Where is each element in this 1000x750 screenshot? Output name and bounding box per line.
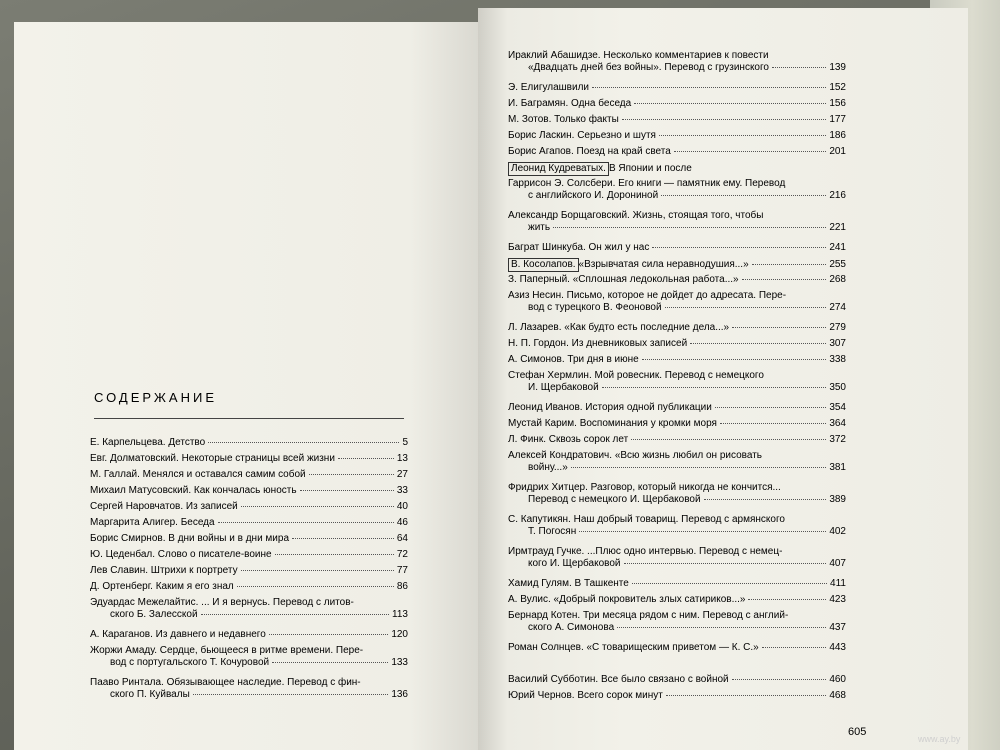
toc-entry-text: Н. П. Гордон. Из дневниковых записей xyxy=(508,338,688,349)
toc-page-number: 40 xyxy=(396,501,408,512)
toc-entry xyxy=(508,514,846,538)
dot-leader xyxy=(661,195,826,196)
toc-entry-text: «Взрывчатая сила неравнодушия...» xyxy=(578,259,749,270)
toc-entry-text: Бернард Котен. Три месяца рядом с ним. Перевод с англий- xyxy=(508,610,789,621)
toc-entry-line xyxy=(90,645,408,657)
toc-entry-line xyxy=(90,677,408,689)
toc-entry-line xyxy=(508,130,846,142)
toc-page-number: 468 xyxy=(829,690,846,701)
toc-entry-text: Борис Ласкин. Серьезно и шутя xyxy=(508,130,656,141)
toc-entry xyxy=(508,162,846,176)
dot-leader xyxy=(632,583,827,584)
page-number: 605 xyxy=(848,726,867,738)
toc-entry-text: А. Симонов. Три дня в июне xyxy=(508,354,639,365)
boxed-author-name: Леонид Кудреватых. xyxy=(508,162,609,176)
toc-entry xyxy=(90,501,408,513)
toc-page-number: 120 xyxy=(391,629,408,640)
toc-entry xyxy=(508,450,846,474)
toc-entry xyxy=(508,610,846,634)
toc-page-number: 437 xyxy=(829,622,846,633)
toc-entry-text: Мустай Карим. Воспоминания у кромки моря xyxy=(508,418,717,429)
toc-entry-line xyxy=(508,222,846,234)
toc-entry-text: М. Зотов. Только факты xyxy=(508,114,619,125)
toc-entry-text: И. Щербаковой xyxy=(528,382,599,393)
toc-page-number: 460 xyxy=(829,674,846,685)
toc-entry-text: Лев Славин. Штрихи к портрету xyxy=(90,565,238,576)
dot-leader xyxy=(665,307,827,308)
toc-entry-text: А. Караганов. Из давнего и недавнего xyxy=(90,629,266,640)
toc-page-number: 216 xyxy=(829,190,846,201)
toc-entry-line xyxy=(508,370,846,382)
toc-entry-text: Пааво Ринтала. Обязывающее наследие. Перевод с фин- xyxy=(90,677,361,688)
toc-entry-line xyxy=(508,578,846,590)
toc-entry-line xyxy=(508,594,846,606)
dot-leader xyxy=(762,647,827,648)
toc-entry-text: Азиз Несин. Письмо, которое не дойдет до адресата. Пере- xyxy=(508,290,787,301)
toc-title: СОДЕРЖАНИЕ xyxy=(94,390,218,405)
dot-leader xyxy=(617,627,826,628)
toc-entry xyxy=(508,50,846,74)
toc-entry xyxy=(508,178,846,202)
toc-entry xyxy=(508,594,846,606)
toc-entry-line xyxy=(90,565,408,577)
toc-page-number: 186 xyxy=(829,130,846,141)
toc-entry xyxy=(90,549,408,561)
toc-entry-line xyxy=(508,354,846,366)
dot-leader xyxy=(241,506,394,507)
dot-leader xyxy=(752,264,827,265)
dot-leader xyxy=(208,442,399,443)
toc-entry-text: ского П. Куйвалы xyxy=(110,689,190,700)
toc-entry-text: войну...» xyxy=(528,462,568,473)
toc-divider xyxy=(94,418,404,419)
toc-entry-line xyxy=(508,482,846,494)
toc-entry-line xyxy=(90,581,408,593)
toc-entry-text: Борис Агапов. Поезд на край света xyxy=(508,146,671,157)
toc-entry-line xyxy=(508,258,846,272)
toc-entry-line xyxy=(508,546,846,558)
toc-entry-line xyxy=(90,485,408,497)
toc-entry-line xyxy=(508,610,846,622)
toc-page-number: 177 xyxy=(829,114,846,125)
toc-page-number: 411 xyxy=(830,578,846,589)
toc-page-number: 77 xyxy=(396,565,408,576)
toc-entry-text: Т. Погосян xyxy=(528,526,577,537)
toc-entry-text: Роман Солнцев. «С товарищеским приветом — К. С.» xyxy=(508,642,759,653)
toc-page-number: 279 xyxy=(829,322,846,333)
toc-entry xyxy=(90,597,408,621)
toc-entry xyxy=(508,210,846,234)
toc-entry-text: Александр Борщаговский. Жизнь, стоящая того, чтобы xyxy=(508,210,764,221)
toc-entry-text: Л. Финк. Сквозь сорок лет xyxy=(508,434,629,445)
toc-page-number: 201 xyxy=(829,146,846,157)
toc-entry-line xyxy=(508,178,846,190)
toc-entry xyxy=(90,533,408,545)
dot-leader xyxy=(674,151,827,152)
dot-leader xyxy=(602,387,827,388)
dot-leader xyxy=(272,662,388,663)
toc-entry-line xyxy=(508,62,846,74)
toc-page-number: 354 xyxy=(829,402,846,413)
toc-entry xyxy=(90,581,408,593)
dot-leader xyxy=(571,467,827,468)
dot-leader xyxy=(622,119,827,120)
toc-entry xyxy=(508,690,846,702)
toc-entry xyxy=(508,546,846,570)
toc-entry-line xyxy=(508,434,846,446)
toc-page-number: 364 xyxy=(829,418,846,429)
toc-entry-line xyxy=(508,82,846,94)
toc-page-number: 46 xyxy=(396,517,408,528)
dot-leader xyxy=(275,554,394,555)
toc-entry-line xyxy=(508,190,846,202)
toc-page-number: 221 xyxy=(829,222,846,233)
dot-leader xyxy=(201,614,389,615)
toc-entry-line xyxy=(508,622,846,634)
toc-page-number: 86 xyxy=(396,581,408,592)
toc-entry xyxy=(508,370,846,394)
toc-entry-text: вод с турецкого В. Феоновой xyxy=(528,302,662,313)
toc-entry-text: Юрий Чернов. Всего сорок минут xyxy=(508,690,663,701)
toc-entry-line xyxy=(508,302,846,314)
toc-page-number: 72 xyxy=(396,549,408,560)
toc-page-number: 338 xyxy=(829,354,846,365)
toc-entry-line xyxy=(508,402,846,414)
toc-entry-text: Борис Смирнов. В дни войны и в дни мира xyxy=(90,533,290,544)
toc-entry-line xyxy=(508,98,846,110)
toc-entry xyxy=(508,578,846,590)
dot-leader xyxy=(642,359,827,360)
toc-page-number: 27 xyxy=(396,469,408,480)
toc-entry-line xyxy=(508,162,846,176)
dot-leader xyxy=(241,570,394,571)
toc-page-number: 241 xyxy=(829,242,846,253)
toc-entry-line xyxy=(508,526,846,538)
toc-entry-text: М. Галлай. Менялся и оставался самим собой xyxy=(90,469,306,480)
toc-entry xyxy=(90,565,408,577)
toc-page-number: 423 xyxy=(829,594,846,605)
toc-entry-line xyxy=(90,549,408,561)
toc-page-number: 113 xyxy=(392,609,408,620)
toc-page-number: 307 xyxy=(829,338,846,349)
watermark: www.ay.by xyxy=(918,734,961,744)
dot-leader xyxy=(659,135,826,136)
toc-page-number: 33 xyxy=(396,485,408,496)
toc-entry xyxy=(508,354,846,366)
toc-page-number: 5 xyxy=(402,437,408,448)
toc-entry-line xyxy=(90,517,408,529)
dot-leader xyxy=(592,87,826,88)
toc-page-number: 152 xyxy=(829,82,846,93)
toc-entry-text: Перевод с немецкого И. Щербаковой xyxy=(528,494,701,505)
toc-entry-text: Э. Елигулашвили xyxy=(508,82,590,93)
dot-leader xyxy=(269,634,389,635)
toc-entry-line xyxy=(508,450,846,462)
toc-entry-line xyxy=(90,657,408,669)
toc-entry-line xyxy=(508,462,846,474)
toc-entry-text: З. Паперный. «Сплошная ледокольная работа...» xyxy=(508,274,739,285)
toc-entry-line xyxy=(508,690,846,702)
toc-entry xyxy=(508,290,846,314)
toc-entry-line xyxy=(508,674,846,686)
toc-entry-text: Леонид Иванов. История одной публикации xyxy=(508,402,712,413)
toc-entry-text: Гаррисон Э. Солсбери. Его книги — памятник ему. Перевод xyxy=(508,178,786,189)
toc-entry-line xyxy=(90,501,408,513)
toc-entry-text: ского А. Симонова xyxy=(528,622,615,633)
dot-leader xyxy=(742,279,827,280)
toc-entry-text: ского Б. Залесской xyxy=(110,609,198,620)
toc-entry-line xyxy=(90,597,408,609)
toc-entry-text: Василий Субботин. Все было связано с войной xyxy=(508,674,729,685)
toc-entry xyxy=(90,677,408,701)
toc-entry xyxy=(508,674,846,686)
toc-page-number: 389 xyxy=(829,494,846,505)
toc-entry-text: Л. Лазарев. «Как будто есть последние дела...» xyxy=(508,322,730,333)
toc-entry xyxy=(508,130,846,142)
toc-page-number: 136 xyxy=(391,689,408,700)
toc-entry-text: Сергей Наровчатов. Из записей xyxy=(90,501,238,512)
dot-leader xyxy=(300,490,394,491)
toc-entry-line xyxy=(508,322,846,334)
dot-leader xyxy=(309,474,394,475)
toc-entry-text: Ю. Цеденбал. Слово о писателе-воине xyxy=(90,549,272,560)
dot-leader xyxy=(579,531,826,532)
toc-page-number: 255 xyxy=(829,259,846,270)
toc-entry-line xyxy=(508,558,846,570)
toc-entry-line xyxy=(90,437,408,449)
toc-entry-text: Стефан Хермлин. Мой ровесник. Перевод с немецкого xyxy=(508,370,764,381)
toc-entry-line xyxy=(508,514,846,526)
toc-page-number: 156 xyxy=(829,98,846,109)
toc-page-number: 381 xyxy=(829,462,846,473)
toc-entry-text: Евг. Долматовский. Некоторые страницы всей жизни xyxy=(90,453,335,464)
toc-entry xyxy=(508,434,846,446)
toc-entry-line xyxy=(90,533,408,545)
toc-entry xyxy=(508,114,846,126)
toc-page-number: 13 xyxy=(396,453,408,464)
toc-entry-text: Ираклий Абашидзе. Несколько комментариев к повести xyxy=(508,50,769,61)
toc-entry xyxy=(90,453,408,465)
toc-entry xyxy=(508,258,846,272)
toc-entry xyxy=(90,469,408,481)
dot-leader xyxy=(732,327,826,328)
toc-page-number: 139 xyxy=(829,62,846,73)
dot-leader xyxy=(237,586,394,587)
toc-entry-line xyxy=(90,689,408,701)
dot-leader xyxy=(748,599,826,600)
toc-page-number: 133 xyxy=(391,657,408,668)
dot-leader xyxy=(193,694,389,695)
toc-entry-text: «Двадцать дней без войны». Перевод с грузинского xyxy=(528,62,769,73)
toc-entry-line xyxy=(508,114,846,126)
toc-entry-text: В Японии и после xyxy=(608,163,692,174)
toc-entry-text: Эдуардас Межелайтис. ... И я вернусь. Перевод с литов- xyxy=(90,597,354,608)
toc-page-number: 372 xyxy=(829,434,846,445)
toc-entry-line xyxy=(90,609,408,621)
toc-entry-text: с английского И. Дорониной xyxy=(528,190,659,201)
dot-leader xyxy=(772,67,826,68)
dot-leader xyxy=(631,439,826,440)
toc-entry-text: кого И. Щербаковой xyxy=(528,558,621,569)
toc-entry-line xyxy=(508,290,846,302)
toc-entry-text: Жоржи Амаду. Сердце, бьющееся в ритме времени. Пере- xyxy=(90,645,364,656)
toc-entry-line xyxy=(90,469,408,481)
dot-leader xyxy=(720,423,826,424)
toc-page-number: 274 xyxy=(829,302,846,313)
dot-leader xyxy=(666,695,826,696)
toc-entry xyxy=(90,485,408,497)
dot-leader xyxy=(624,563,827,564)
toc-entry-text: Хамид Гулям. В Ташкенте xyxy=(508,578,629,589)
toc-entry-line xyxy=(508,338,846,350)
toc-page-number: 407 xyxy=(829,558,846,569)
toc-entry xyxy=(90,629,408,641)
toc-entry-text: Ирмтрауд Гучке. ...Плюс одно интервью. Перевод с немец- xyxy=(508,546,783,557)
toc-entry-text: С. Капутикян. Наш добрый товарищ. Перевод с армянского xyxy=(508,514,785,525)
dot-leader xyxy=(732,679,827,680)
toc-entry xyxy=(508,146,846,158)
toc-entry-line xyxy=(508,382,846,394)
toc-entry-line xyxy=(508,642,846,654)
toc-entry xyxy=(508,338,846,350)
dot-leader xyxy=(634,103,826,104)
dot-leader xyxy=(715,407,827,408)
toc-page-number: 64 xyxy=(396,533,408,544)
toc-entry xyxy=(508,98,846,110)
toc-page-number: 402 xyxy=(829,526,846,537)
toc-entry-line xyxy=(90,453,408,465)
dot-leader xyxy=(690,343,826,344)
toc-entry-text: Д. Ортенберг. Каким я его знал xyxy=(90,581,234,592)
toc-entry-line xyxy=(508,146,846,158)
toc-entry-text: Фридрих Хитцер. Разговор, который никогда не кончится... xyxy=(508,482,781,493)
toc-entry xyxy=(90,437,408,449)
toc-entry-text: Маргарита Алигер. Беседа xyxy=(90,517,215,528)
toc-entry-text: Е. Карпельцева. Детство xyxy=(90,437,206,448)
dot-leader xyxy=(218,522,394,523)
toc-entry-line xyxy=(508,242,846,254)
toc-entry-text: Алексей Кондратович. «Всю жизнь любил он рисовать xyxy=(508,450,762,461)
dot-leader xyxy=(704,499,827,500)
toc-entry xyxy=(508,642,846,654)
dot-leader xyxy=(553,227,826,228)
toc-entry xyxy=(90,645,408,669)
toc-entry xyxy=(508,402,846,414)
toc-entry-text: вод с португальского Т. Кочуровой xyxy=(110,657,270,668)
toc-entry-line xyxy=(508,494,846,506)
toc-entry xyxy=(508,418,846,430)
toc-entry xyxy=(508,482,846,506)
toc-entry xyxy=(508,322,846,334)
toc-page-number: 350 xyxy=(829,382,846,393)
toc-entry-text: жить xyxy=(528,222,551,233)
dot-leader xyxy=(338,458,394,459)
toc-entry-text: И. Баграмян. Одна беседа xyxy=(508,98,632,109)
toc-entry xyxy=(508,274,846,286)
toc-entry xyxy=(90,517,408,529)
dot-leader xyxy=(652,247,826,248)
toc-entry-text: Баграт Шинкуба. Он жил у нас xyxy=(508,242,650,253)
toc-entry xyxy=(508,82,846,94)
boxed-author-name: В. Косолапов. xyxy=(508,258,579,272)
toc-page-number: 443 xyxy=(829,642,846,653)
toc-entry-line xyxy=(508,418,846,430)
toc-entry-text: Михаил Матусовский. Как кончалась юность xyxy=(90,485,297,496)
toc-entry-line xyxy=(508,274,846,286)
toc-page-number: 268 xyxy=(829,274,846,285)
toc-entry-line xyxy=(90,629,408,641)
toc-entry-text: А. Вулис. «Добрый покровитель злых сатириков...» xyxy=(508,594,746,605)
dot-leader xyxy=(292,538,394,539)
toc-entry xyxy=(508,242,846,254)
toc-entry-line xyxy=(508,210,846,222)
toc-entry-line xyxy=(508,50,846,62)
